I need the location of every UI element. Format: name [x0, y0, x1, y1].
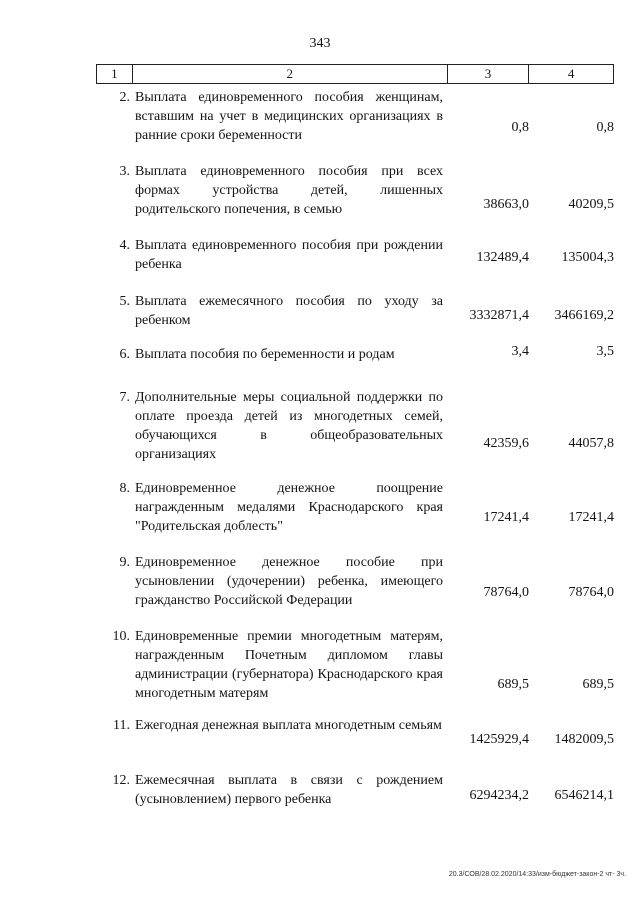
page-number: 343 — [309, 36, 331, 51]
row-number: 8. — [119, 481, 130, 496]
row-description: Выплата единовременного пособия женщинам, вставшим на учет в медицинских организациях в ранние сроки беременности — [135, 90, 443, 143]
row-number: 4. — [119, 238, 130, 253]
row-value-col3: 689,5 — [497, 677, 529, 692]
column-header-3: 3 — [448, 65, 530, 83]
row-description: Выплата единовременного пособия при всех формах устройства детей, лишенных родительского попечения, в семью — [135, 164, 443, 217]
row-number: 10. — [112, 629, 130, 644]
row-value-col4: 3,5 — [596, 344, 614, 359]
column-header-2: 2 — [133, 65, 448, 83]
row-value-col4: 0,8 — [596, 120, 614, 135]
row-description: Ежегодная денежная выплата многодетным семьям — [135, 718, 442, 733]
row-description: Ежемесячная выплата в связи с рождением (усыновлением) первого ребенка — [135, 773, 443, 807]
row-description: Единовременные премии многодетным матерям, награжденным Почетным дипломом главы администрации (губернатора) Краснодарского края многодетным матерям — [135, 629, 443, 701]
row-value-col4: 44057,8 — [568, 436, 614, 451]
row-value-col3: 42359,6 — [483, 436, 529, 451]
row-value-col3: 38663,0 — [483, 197, 529, 212]
row-value-col4: 6546214,1 — [554, 788, 614, 803]
row-value-col3: 6294234,2 — [469, 788, 529, 803]
column-header-1: 1 — [97, 65, 133, 83]
row-value-col3: 78764,0 — [483, 585, 529, 600]
table-column-header — [96, 64, 614, 84]
row-value-col4: 17241,4 — [568, 510, 614, 525]
row-description: Выплата пособия по беременности и родам — [135, 347, 395, 362]
row-value-col3: 3332871,4 — [469, 308, 529, 323]
row-description: Выплата единовременного пособия при рождении ребенка — [135, 238, 443, 272]
column-header-4: 4 — [567, 66, 575, 81]
row-value-col3: 0,8 — [511, 120, 529, 135]
row-value-col4: 689,5 — [582, 677, 614, 692]
row-number: 5. — [119, 294, 130, 309]
row-number: 9. — [119, 555, 130, 570]
row-description: Выплата ежемесячного пособия по уходу за ребенком — [135, 294, 443, 328]
row-description: Единовременное денежное поощрение награжденным медалями Краснодарского края "Родительская доблесть" — [135, 481, 443, 534]
row-description: Дополнительные меры социальной поддержки по оплате проезда детей из многодетных семей, обучающихся в общеобразовательных организациях — [135, 390, 443, 462]
row-value-col3: 17241,4 — [483, 510, 529, 525]
row-value-col3: 132489,4 — [476, 250, 529, 265]
row-value-col3: 1425929,4 — [469, 732, 529, 747]
row-number: 7. — [119, 390, 130, 405]
document-footer-stamp: 20.3/СОВ/28.02.2020/14:33/изм-бюджет-закон-2 чт- 3ч. — [448, 871, 626, 878]
row-number: 3. — [119, 164, 130, 179]
row-description: Единовременное денежное пособие при усыновлении (удочерении) ребенка, имеющего гражданство Российской Федерации — [135, 555, 443, 608]
row-value-col4: 135004,3 — [561, 250, 614, 265]
row-value-col4: 40209,5 — [568, 197, 614, 212]
row-value-col4: 1482009,5 — [554, 732, 614, 747]
row-number: 2. — [119, 90, 130, 105]
row-number: 12. — [112, 773, 130, 788]
row-number: 11. — [113, 718, 130, 733]
row-value-col4: 3466169,2 — [554, 308, 614, 323]
row-value-col4: 78764,0 — [568, 585, 614, 600]
row-value-col3: 3,4 — [511, 344, 529, 359]
row-number: 6. — [119, 347, 130, 362]
